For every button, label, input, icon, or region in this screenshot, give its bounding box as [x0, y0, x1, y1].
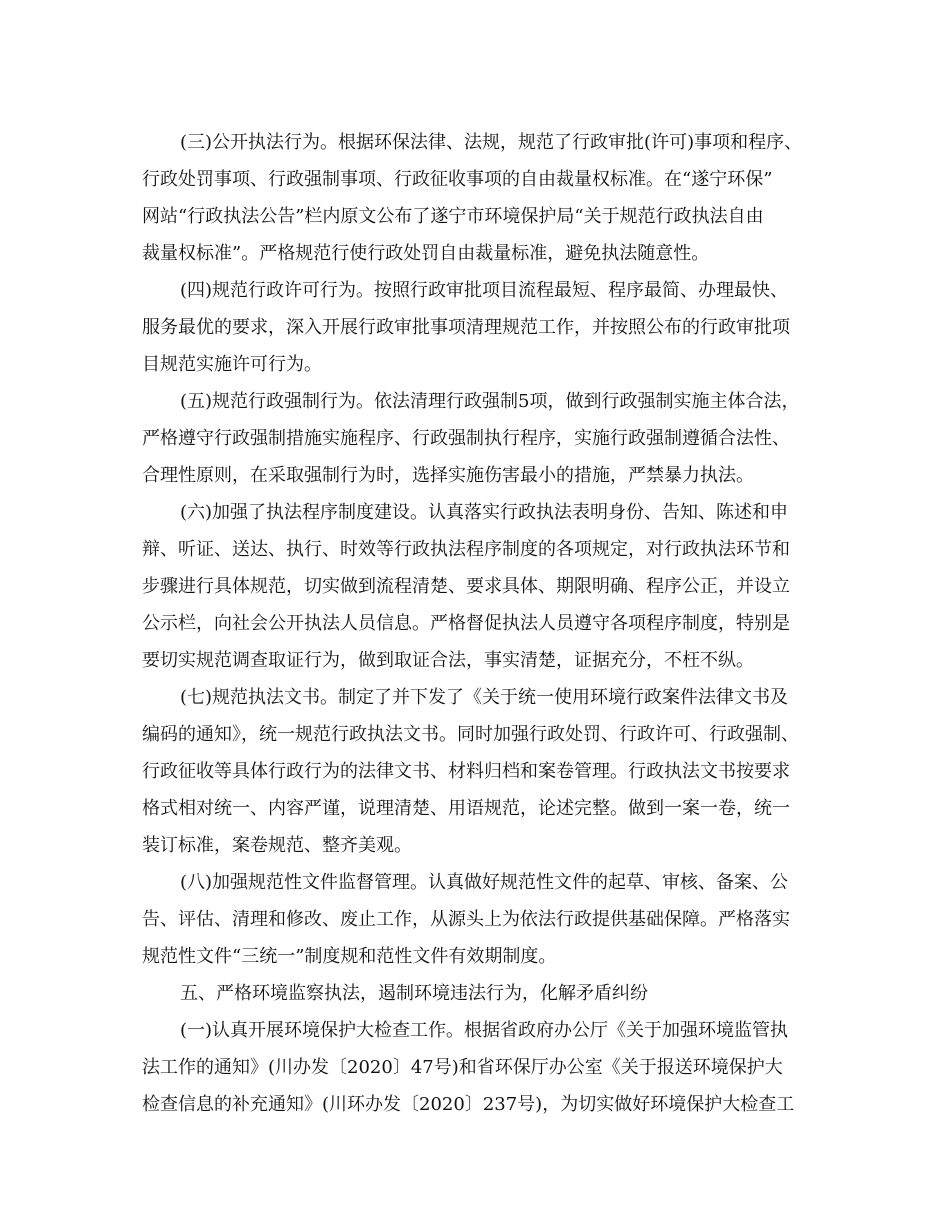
paragraph-6-line-4: 公示栏，向社会公开执法人员信息。严格督促执法人员遵守各项程序制度，特别是 [142, 613, 790, 634]
paragraph-6-line-3: 步骤进行具体规范，切实做到流程清楚、要求具体、期限明确、程序公正，并设立 [142, 576, 790, 597]
paragraph-3-line-2: 行政处罚事项、行政强制事项、行政征收事项的自由裁量权标准。在“遂宁环保” [142, 169, 773, 190]
paragraph-8-line-3: 规范性文件“三统一”制度规和范性文件有效期制度。 [142, 946, 557, 967]
paragraph-7-line-2: 编码的通知》，统一规范行政执法文书。同时加强行政处罚、行政许可、行政强制、 [142, 724, 799, 745]
paragraph-5-line-2: 严格遵守行政强制措施实施程序、行政强制执行程序，实施行政强制遵循合法性、 [142, 428, 790, 449]
section-5-paragraph-1-line-2: 法工作的通知》(川办发〔2020〕47号)和省环保厅办公室《关于报送环境保护大 [142, 1057, 783, 1078]
paragraph-4-line-1: (四)规范行政许可行为。按照行政审批项目流程最短、程序最简、办理最快、 [180, 280, 789, 301]
paragraph-7-line-4: 格式相对统一、内容严谨，说理清楚、用语规范，论述完整。做到一案一卷，统一 [142, 798, 790, 819]
paragraph-4-line-2: 服务最优的要求，深入开展行政审批事项清理规范工作，并按照公布的行政审批项 [142, 317, 790, 338]
paragraph-6-line-2: 辩、听证、送达、执行、时效等行政执法程序制度的各项规定，对行政执法环节和 [142, 539, 790, 560]
paragraph-3-line-4: 裁量权标准”。严格规范行使行政处罚自由裁量标准，避免执法随意性。 [142, 243, 710, 264]
paragraph-5-line-1: (五)规范行政强制行为。依法清理行政强制5项，做到行政强制实施主体合法， [180, 391, 800, 412]
paragraph-3-line-1: (三)公开执法行为。根据环保法律、法规，规范了行政审批(许可)事项和程序、 [180, 132, 803, 153]
paragraph-4-line-3: 目规范实施许可行为。 [142, 354, 322, 375]
paragraph-3-line-3: 网站“行政执法公告”栏内原文公布了遂宁市环境保护局“关于规范行政执法自由 [142, 206, 764, 227]
paragraph-8-line-2: 告、评估、清理和修改、废止工作，从源头上为依法行政提供基础保障。严格落实 [142, 909, 790, 930]
paragraph-8-line-1: (八)加强规范性文件监督管理。认真做好规范性文件的起草、审核、备案、公 [180, 872, 789, 893]
paragraph-6-line-1: (六)加强了执法程序制度建设。认真落实行政执法表明身份、告知、陈述和申 [180, 502, 789, 523]
paragraph-6-line-5: 要切实规范调查取证行为，做到取证合法，事实清楚，证据充分，不枉不纵。 [142, 650, 754, 671]
section-5-paragraph-1-line-1: (一)认真开展环境保护大检查工作。根据省政府办公厅《关于加强环境监管执 [180, 1020, 789, 1041]
paragraph-7-line-5: 装订标准，案卷规范、整齐美观。 [142, 835, 412, 856]
section-5-paragraph-1-line-3: 检查信息的补充通知》(川环办发〔2020〕237号)，为切实做好环境保护大检查工 [142, 1094, 795, 1115]
paragraph-5-line-3: 合理性原则，在采取强制行为时，选择实施伤害最小的措施，严禁暴力执法。 [142, 465, 754, 486]
section-5-heading: 五、严格环境监察执法，遏制环境违法行为，化解矛盾纠纷 [180, 983, 648, 1004]
paragraph-7-line-3: 行政征收等具体行政行为的法律文书、材料归档和案卷管理。行政执法文书按要求 [142, 761, 790, 782]
paragraph-7-line-1: (七)规范执法文书。制定了并下发了《关于统一使用环境行政案件法律文书及 [180, 687, 789, 708]
